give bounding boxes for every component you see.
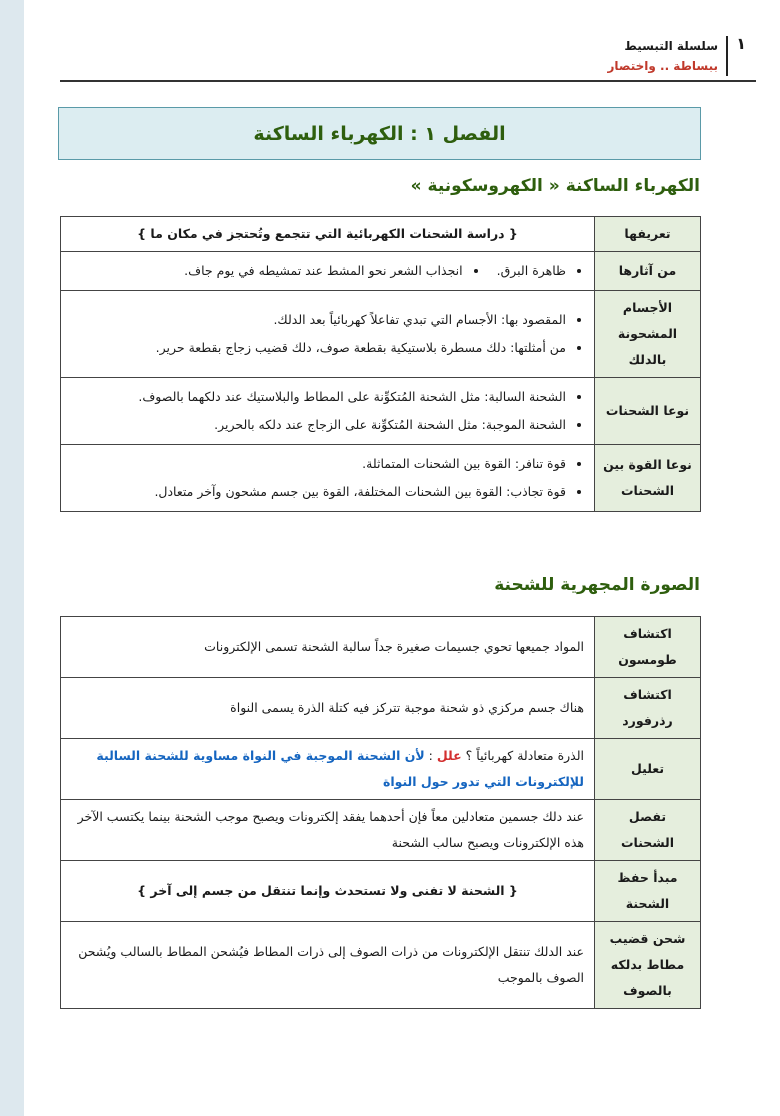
row-label: من آثارها [595,252,701,291]
force-types-value [61,445,595,512]
chapter-banner [58,107,701,160]
header-rule [60,80,756,82]
row-label: تعليل [595,739,701,800]
thomson-value: المواد جميعها تحوي جسيمات صغيرة جداً سالبة الشحنة تسمى الإلكترونات [61,617,595,678]
section-title-microscopic-charge: الصورة المجهرية للشحنة [494,575,700,595]
definition-value: { دراسة الشحنات الكهربائية التي تتجمع وتُحتجز في مكان ما } [61,217,595,252]
row-label: نوعا الشحنات [595,378,701,445]
table-row [61,617,701,678]
charge-types-value [61,378,595,445]
list-item: • الشحنة الموجبة: مثل الشحنة المُتكوِّنة على الزجاج عند دلكه بالحرير. [71,412,566,438]
conservation-value: { الشحنة لا تفنى ولا تستحدث وإنما تنتقل من جسم إلى آخر } [61,861,595,922]
page-header [60,32,756,78]
section-title-static-electricity: الكهرباء الساكنة « الكهروسكونية » [410,176,700,196]
bodies-value [61,291,595,378]
list-item: • انجذاب الشعر نحو المشط عند تمشيطه في يوم جاف. [184,258,462,284]
table-row [61,861,701,922]
analysis-question: الذرة متعادلة كهربائياً ؟ [465,748,584,763]
side-strip [0,0,24,1116]
table-row [61,739,701,800]
list-item: • المقصود بها: الأجسام التي تبدي تفاعلاً كهربائياً بعد الدلك. [71,307,566,333]
list-item: • ظاهرة البرق. [497,258,566,284]
effects-value [61,252,595,291]
list-item: • من أمثلتها: دلك مسطرة بلاستيكية بقطعة صوف، دلك قضيب زجاج بقطعة حرير. [71,335,566,361]
table-row [61,252,701,291]
table-row [61,291,701,378]
charge-transfer-value: عند دلك جسمين متعادلين معاً فإن أحدهما يفقد إلكترونات ويصبح موجب الشحنة بينما يكتسب الآخر هذه الإلكترونات ويصبح سالب الشحنة [61,800,595,861]
table-row [61,217,701,252]
rubber-wool-value: عند الدلك تنتقل الإلكترونات من ذرات الصوف إلى ذرات المطاط فيُشحن المطاط بالسالب ويُشحن الصوف بالموجب [61,922,595,1009]
page-number: ١ [736,34,746,53]
row-label: نوعا القوة بين الشحنات [595,445,701,512]
row-label: تعريفها [595,217,701,252]
list-item: • الشحنة السالبة: مثل الشحنة المُتكوِّنة على المطاط والبلاستيك عند دلكهما بالصوف. [71,384,566,410]
table-row [61,678,701,739]
analysis-keyword: علل [436,748,462,763]
header-separator [726,36,728,76]
analysis-value: الذرة متعادلة كهربائياً ؟ علل : لأن الشحنة الموجبة في النواة مساوية للشحنة السالبة للإلكترونات التي تدور حول النواة [61,739,595,800]
row-label: شحن قضيب مطاط بدلكه بالصوف [595,922,701,1009]
table-row [61,800,701,861]
list-item: • قوة تنافر: القوة بين الشحنات المتماثلة. [71,451,566,477]
list-item: • قوة تجاذب: القوة بين الشحنات المختلفة، القوة بين جسم مشحون وآخر متعادل. [71,479,566,505]
table-row [61,922,701,1009]
row-label: تفصل الشحنات [595,800,701,861]
rutherford-value: هناك جسم مركزي ذو شحنة موجبة تتركز فيه كتلة الذرة يسمى النواة [61,678,595,739]
row-label: اكتشاف طومسون [595,617,701,678]
series-subtitle: ببساطة .. واختصار [607,59,718,73]
series-title: سلسلة التبسيط [624,39,718,53]
series-brand [607,36,718,76]
microscopic-charge-table [60,616,701,1009]
analysis-answer: لأن الشحنة الموجبة في النواة مساوية للشحنة السالبة للإلكترونات التي تدور حول النواة [96,748,584,789]
static-electricity-table [60,216,701,512]
table-row [61,445,701,512]
row-label: مبدأ حفظ الشحنة [595,861,701,922]
chapter-title: الفصل ١ : الكهرباء الساكنة [253,122,506,145]
table-row [61,378,701,445]
row-label: الأجسام المشحونة بالدلك [595,291,701,378]
row-label: اكتشاف رذرفورد [595,678,701,739]
